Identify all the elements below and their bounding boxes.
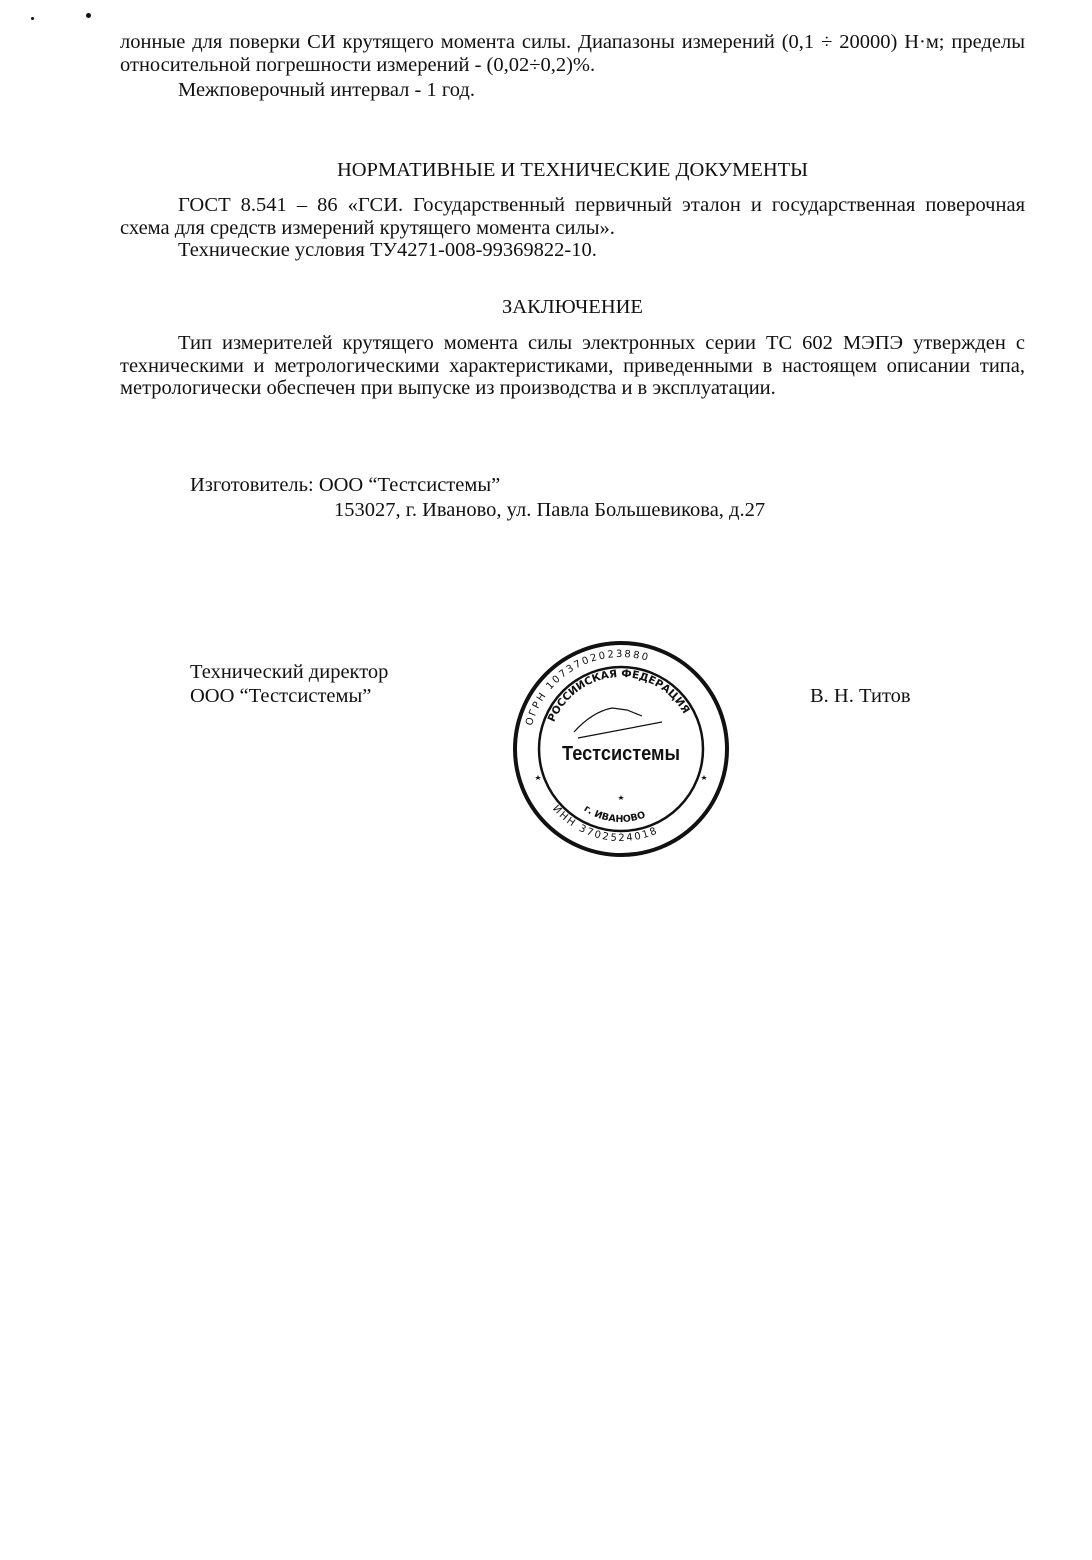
intro-section: [120, 31, 1025, 102]
svg-text:РОССИЙСКАЯ ФЕДЕРАЦИЯ: РОССИЙСКАЯ ФЕДЕРАЦИЯ: [545, 667, 692, 724]
scan-speck: [86, 13, 91, 18]
conclusion-section: [120, 332, 1025, 400]
conclusion-heading: ЗАКЛЮЧЕНИЕ: [502, 296, 643, 318]
signatory-name: В. Н. Титов: [810, 685, 911, 707]
normative-section: [120, 194, 1025, 262]
signatory-company: ООО “Тестсистемы”: [190, 685, 372, 707]
manufacturer-label: Изготовитель: ООО “Тестсистемы”: [190, 474, 501, 496]
manufacturer-address: 153027, г. Иваново, ул. Павла Большевикова, д.27: [334, 499, 766, 521]
svg-text:ОГРН 1073702023880: ОГРН 1073702023880: [524, 648, 651, 728]
svg-text:Тестсистемы: Тестсистемы: [562, 743, 680, 765]
conclusion-text: Тип измерителей крутящего момента силы электронных серии ТС 602 МЭПЭ утвержден с техническими и метрологическими характеристиками, приведенными в настоящем описании типа, метрологически обеспечен при выпуске из производства и в эксплуатации.: [120, 332, 1025, 399]
company-seal: [512, 640, 730, 858]
gost-reference: ГОСТ 8.541 – 86 «ГСИ. Государственный первичный эталон и государственная поверочная схема для средств измерений крутящего момента силы».: [120, 194, 1025, 239]
normative-heading: НОРМАТИВНЫЕ И ТЕХНИЧЕСКИЕ ДОКУМЕНТЫ: [336, 159, 809, 181]
svg-text:г. ИВАНОВО: г. ИВАНОВО: [581, 803, 648, 826]
intro-text: лонные для поверки СИ крутящего момента силы. Диапазоны измерений (0,1 ÷ 20000) Н·м; пределы относительной погрешности измерений - (0,02÷0,2)%.: [120, 31, 1025, 76]
signatory-position: Технический директор: [190, 661, 389, 683]
seal-star-icons: [535, 775, 707, 800]
scan-speck: [31, 17, 34, 20]
calibration-interval: Межповерочный интервал - 1 год.: [178, 79, 475, 101]
tu-reference: Технические условия ТУ4271-008-99369822-10.: [178, 239, 597, 261]
svg-text:ИНН 3702524018: ИНН 3702524018: [550, 803, 661, 845]
